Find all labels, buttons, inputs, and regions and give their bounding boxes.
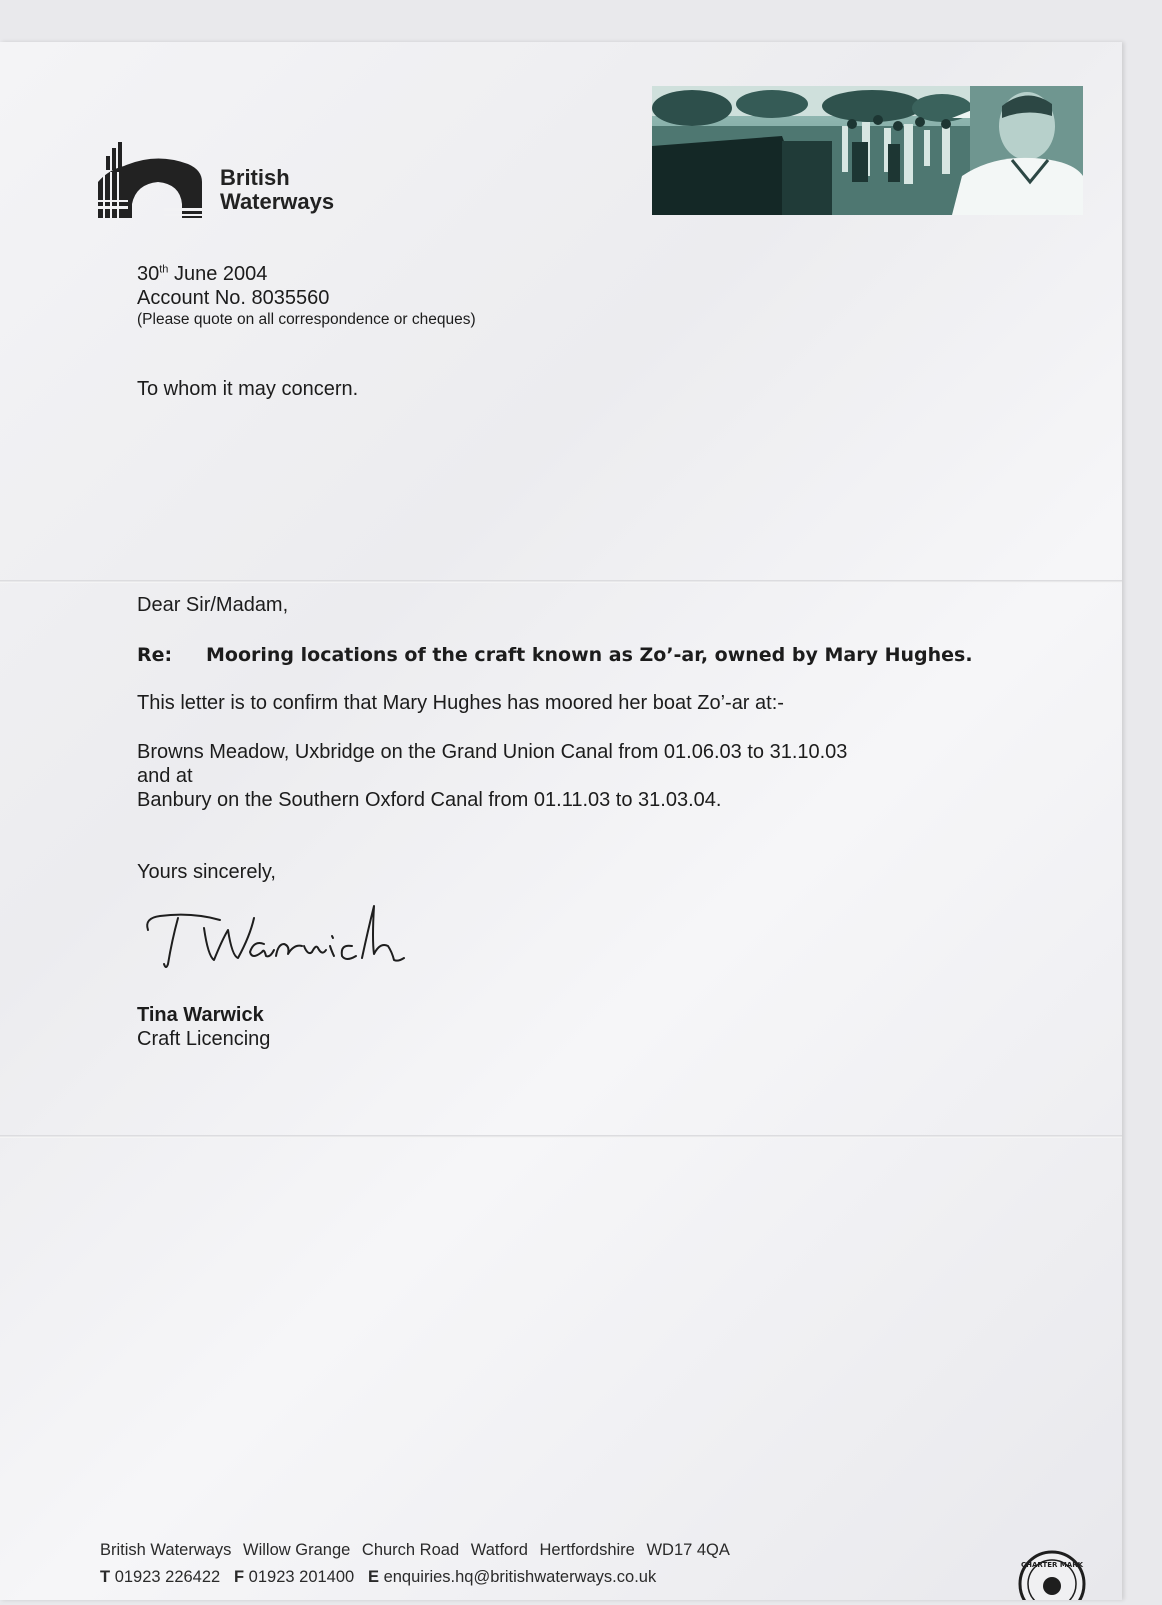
subject-label: Re:: [137, 644, 173, 666]
org-name-line2: Waterways: [220, 189, 335, 214]
mooring-locations: [137, 740, 847, 812]
location-2: Banbury on the Southern Oxford Canal from 01.11.03 to 31.03.04.: [137, 789, 722, 811]
fold-line-lower: [0, 1135, 1122, 1138]
footer-contacts: [100, 1564, 737, 1591]
fold-line-upper: [0, 580, 1122, 583]
date-day: 30: [137, 263, 160, 285]
subject-text: Mooring locations of the craft known as Zo’-ar, owned by Mary Hughes.: [206, 644, 973, 666]
location-1: Browns Meadow, Uxbridge on the Grand Union Canal from 01.06.03 to 31.10.03: [137, 741, 848, 763]
date-suffix: th: [159, 263, 169, 276]
charter-mark-seal-icon: [1018, 1548, 1088, 1605]
date-month-year: June 2004: [168, 263, 268, 285]
footer-address-town: Watford: [470, 1541, 528, 1559]
footer-address-org: British Waterways: [100, 1541, 232, 1559]
account-note: (Please quote on all correspondence or cheques): [137, 311, 476, 328]
letter-meta: [137, 262, 476, 330]
closing: Yours sincerely,: [137, 861, 276, 883]
signer-block: [137, 1003, 270, 1051]
email-address[interactable]: enquiries.hq@britishwaterways.co.uk: [383, 1568, 657, 1586]
footer-address: [100, 1537, 737, 1564]
email-label: E: [367, 1568, 379, 1586]
letter-footer: [100, 1537, 737, 1591]
letter-date: [137, 262, 476, 286]
account-number: Account No. 8035560: [137, 287, 330, 309]
fax-label: F: [233, 1568, 245, 1586]
location-connector: and at: [137, 765, 193, 787]
confirmation-paragraph: This letter is to confirm that Mary Hughes has moored her boat Zo’-ar at:-: [137, 692, 784, 714]
footer-address-county: Hertfordshire: [539, 1541, 635, 1559]
british-waterways-bridge-logo-icon: [98, 142, 210, 218]
org-name-line1: British: [220, 165, 290, 190]
org-name: [220, 166, 334, 214]
greeting-intro: To whom it may concern.: [137, 378, 359, 400]
footer-address-postcode: WD17 4QA: [646, 1541, 730, 1559]
salutation: Dear Sir/Madam,: [137, 594, 289, 616]
fax-number: 01923 201400: [248, 1568, 355, 1586]
footer-address-building: Willow Grange: [243, 1541, 351, 1559]
signer-title: Craft Licencing: [137, 1028, 271, 1050]
letterhead-logo: [98, 140, 358, 220]
footer-address-street: Church Road: [361, 1541, 460, 1559]
subject-line: [137, 643, 973, 667]
handwritten-signature: [142, 900, 412, 985]
canal-crowd-photo-icon: [652, 86, 1083, 215]
signer-name: Tina Warwick: [137, 1004, 264, 1026]
seal-text: CHARTER MARK: [1020, 1561, 1084, 1569]
phone-number: 01923 226422: [114, 1568, 221, 1586]
phone-label: T: [100, 1568, 111, 1586]
